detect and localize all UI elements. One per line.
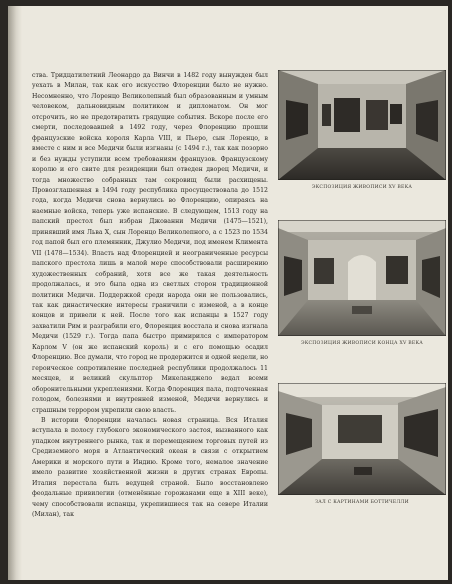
figure-1-photo [278,70,446,180]
body-paragraph-2: В истории Флоренции началась новая страница. Вся Италия вступала в полосу глубокого экономического застоя, вызванного как упадком внутреннего рынка, так и перемещением торговых путей из Средиземного моря в Атлантический океан в связи с открытием Америки и морского пути в Индию. Кроме того, немалое значение имело развитие хозяйственной жизни в других странах Европы. Италия перестала быть ведущей страной. Было восстановлено феодальные привилегии (отменённые горожанами еще в XIII веке), чему способствовали испанцы, укрепившиеся так на севере Италии (Милан), так [32,416,268,519]
book-page [8,6,448,580]
figure-2-caption: ЭКСПОЗИЦИЯ ЖИВОПИСИ КОНЦА XV ВЕКА [300,341,424,346]
figure-3-caption: ЗАЛ С КАРТИНАМИ БОТТИЧЕЛЛИ [315,500,409,505]
body-paragraph-1: ства. Тридцатилетний Леонардо да Винчи в 1482 году вынужден был уехать в Милан, так как его искусство Флоренции было не нужно. Несомненно, что Лоренцо Великолепный был образованным и умным человеком, дальновидным политиком и дипломатом. Он мог отсрочить, но не предотвратить грядущие события. Вскоре после его смерти, последовавшей в 1492 году, через Флоренцию прошли французские войска короля Карла VIII, и Пьеро, сын Лоренцо, в вместе с ним и все Медичи были изгнаны (с 1494 г.), так как позорно и без нужды уступили всем требованиям французов. Французскому королю и его свите для резиденции был отведен дворец Медичи, и тогда множество собранных там сокровищ были расхищены. Провозглашенная в 1494 году республика просуществовала до 1512 года, когда Медичи снова вернулись во Флоренцию, опираясь на наемные войска, теперь уже испанские. В следующем, 1513 году на папский престол был избран Джованни Медичи (1475—1521), принявший имя Льва X, сын Лоренцо Великолепного, а с 1523 по 1534 год папой был его племянник, Джулио Медичи, под именем Климента VII (1478—1534). Власть над Флоренцией и неограниченные ресурсы папского престола лишь в малой мере способствовали расширению художественных собраний, хотя все же такая деятельность продолжалась, и это была одна из светлых сторон традиционной политики Медичи. Поддержкой среди народа они не пользовались, так как династические интересы граничили с изменой, а в конце концов и привели к ней. После того как испанцы в 1527 году захватили Рим и разграбили его, Флоренция восстала и снова изгнала Медичи (1529 г.). Тогда папа быстро примирился с императором Карлом V (он же испанский король) и с его помощью осадил Флоренцию. Все думали, что город не продержится и одной недели, но героическое сопротивление последней республики продолжалось 11 месяцев, и великий скульптор Микеланджело ведал всеми оборонительными укреплениями. Когда Флоренция пала, подточенная голодом, болезнями и внутренней изменой, Медичи вернулись и страшным террором укрепили свою власть. [32,72,268,414]
figure-3-photo [278,383,446,495]
figure-1-caption: ЭКСПОЗИЦИЯ ЖИВОПИСИ XV ВЕКА [311,185,413,190]
page-binding-shadow [8,6,22,580]
figure-2-photo [278,220,446,336]
body-text [32,71,268,520]
